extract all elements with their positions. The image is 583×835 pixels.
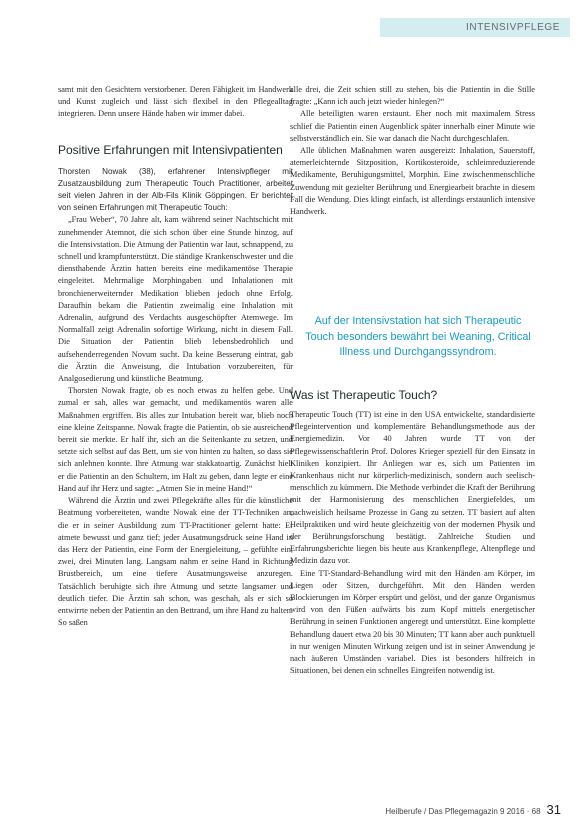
right-column <box>290 84 535 218</box>
paragraph: Alle beteiligten waren erstaunt. Eher noch mit maximalem Stress schlief die Patientin einen Augenblick später innerhalb einer Minute wie selbstverständlich ein. Sie war danach die Nacht durchgeschlafen. <box>290 109 535 143</box>
pull-quote: Auf der Intensivstation hat sich Therapeutic Touch besonders bewährt bei Weaning, Critical Illness und Durchgangssyndrom. <box>305 315 531 358</box>
page-number: 31 <box>546 802 561 817</box>
page-footer <box>385 802 561 817</box>
section-heading: Was ist Therapeutic Touch? <box>290 388 438 402</box>
paragraph: Alle üblichen Maßnahmen waren ausgereizt: Inhalation, Sauerstoff, atemerleichternde Sitzposition, Kortikosteroide, schleimreduzierende Medikamente, Beruhigungsmittel, Morphin. Eine zwischenmenschliche Zuwendung mit gezielter Berührung und Energiearbeit brachte in diesem Fall die Wendung. Dies klingt einfach, ist allerdings erstaunlich intensive Handwerk. <box>290 146 535 217</box>
left-column <box>58 84 293 629</box>
paragraph: alle drei, die Zeit schien still zu stehen, bis die Patientin in die Stille fragte: „Kann ich auch jetzt wieder hinlegen?“ <box>290 85 535 107</box>
paragraph: Eine TT-Standard-Behandlung wird mit den Händen am Körper, im Liegen oder Sitzen, durchgeführt. Mit den Händen werden Blockierungen im Körper erspürt und gelöst, und der ganze Organismus wird von den Füßen aufwärts bis zum Kopf mittels energetischer Berührung in seinen Funktionen angeregt und unterstützt. Eine komplette Behandlung dauert etwa 20 bis 30 Minuten; TT kann aber auch punktuell in nur wenigen Minuten Wirkung zeigen und ist in seiner Anwendung je nach äußeren Umständen variabel. Dies ist besonders hilfreich in Situationen, bei denen ein schnelles Eingreifen notwendig ist. <box>290 568 535 676</box>
right-column-lower <box>290 388 535 677</box>
paragraph: „Frau Weber“, 70 Jahre alt, kam während seiner Nachtschicht mit zunehmender Atemnot, die sich schon über eine Stunde hinzog, auf die Intensivstation. Die Atmung der Patientin war laut, schnappend, zu schnell und krampfunterstützt. Die ständige Krankenschwester und die diensthabende Ärztin hatten bereits eine medikamentöse Therapie eingeleitet. Mehrmalige Morphingaben und Inhalationen mit bronchienerweiternder Medikation blieben jedoch ohne Erfolg. Daraufhin bekam die Patientin zweimalig eine Inhalation mit Adrenalin, aufgrund des Verdachts ausgeschöpfter Atemwege. Im Normalfall zeigt Adrenalin sofortige Wirkung, nicht in diesem Fall. Die Situation der Patientin blieb lebensbedrohlich und aufsehenderregenden Novum sucht. Da keine Besserung eintrat, gab die Ärztin die Anweisung, die Intubation vorzubereiten, für Analgosedierung und künstliche Beatmung. <box>58 215 294 384</box>
magazine-name: Heilberufe / Das Pflegemagazin 9 2016 · 68 <box>385 807 541 816</box>
paragraph: Thorsten Nowak fragte, ob es noch etwas zu helfen gebe. Und zumal er sah, alles war gemacht, und medikamentös waren alle Maßnahmen ergriffen. Bis alles zur Intubation bereit war, blieb noch eine kleine Zeitspanne. Nowak fragte die Patientin, ob sie ausreichend bereit sie merkte. Er half ihr, sich an die Seitenkante zu setzen, und setzte sich selbst auf das Bett, um sie von hinten zu halten, so dass sie sich anlehnen konnte. Ihre Atmung war stakkatoartig. Zunächst hielt er die Patientin an den Schultern, im Halt zu geben, dann legte er eine Hand auf ihr Herz und sagte: „Atmen Sie in meine Hand!“ <box>58 386 293 493</box>
section-heading: Positive Erfahrungen mit Intensivpatienten <box>58 142 283 157</box>
paragraph: Während die Ärztin und zwei Pflegekräfte alles für die künstliche Beatmung vorbereiteten, wandte Nowak eine der TT-Techniken an, die er in seiner Ausbildung zum TT-Practitioner gelernt hatte: Er atmete bewusst und ganz tief; jeder Ausatmungsdruck seine Hand in das Herz der Patientin, eine Form der Energieleitung, – gefühlte ein, zwei, drei Minuten lang. Langsam nahm er seine Hand in Richtung Brustbereich, um eine tiefere Ausatmungsweise anzuregen. Tatsächlich beruhigte sich ihre Atmung und setzte langsamer und deutlich tiefer. Die Ärztin sah schon, was geschah, als er sich so entwirrte neben der Patientin an den Bettrand, um ihre Hand zu halten. So saßen <box>58 496 293 628</box>
paragraph-lead: Thorsten Nowak (38), erfahrener Intensivpfleger mit Zusatzausbildung zum Therapeutic Touch Practitioner, arbeitet seit vielen Jahren in der Alb-Fils Klinik Göppingen. Er berichtet von seinen Erfahrungen mit Therapeutic Touch: <box>58 166 293 213</box>
paragraph: Therapeutic Touch (TT) ist eine in den USA entwickelte, standardisierte Pflegeintervention und komplementäre Behandlungsmethode aus der Energiemedizin. Vor 40 Jahren wurde TT von der Pflegewissenschaftlerin Prof. Dolores Krieger speziell für den Einsatz in Kliniken konzipiert. Ihr Anliegen war es, sich um Patienten im Krankenhaus nicht nur körperlich-medizinisch, sondern auch seelisch-menschlich zu kümmern. Die Methode verbindet die Kraft der Berührung mit der Harmonisierung des menschlichen Energiefeldes, um nachweislich heilsame Prozesse in Gang zu setzen. TT basiert auf alten Heilpraktiken und wird heute gleichzeitig von der modernen Physik und der Berührungsforschung bestätigt. Zahlreiche Studien und Erfahrungsberichte liegen bis heute aus Krankenpflege, Altenpflege und Medizin dazu vor. <box>290 410 535 566</box>
section-header <box>380 18 570 37</box>
section-label: INTENSIVPFLEGE <box>466 22 560 33</box>
paragraph-continuation: samt mit den Gesichtern verstorbener. Deren Fähigkeit im Handwerk und Kunst zugleich und lässt sich flexibel in den Pflegealltag integrieren. Denn unsere Hände haben wir immer dabei. <box>58 85 293 119</box>
